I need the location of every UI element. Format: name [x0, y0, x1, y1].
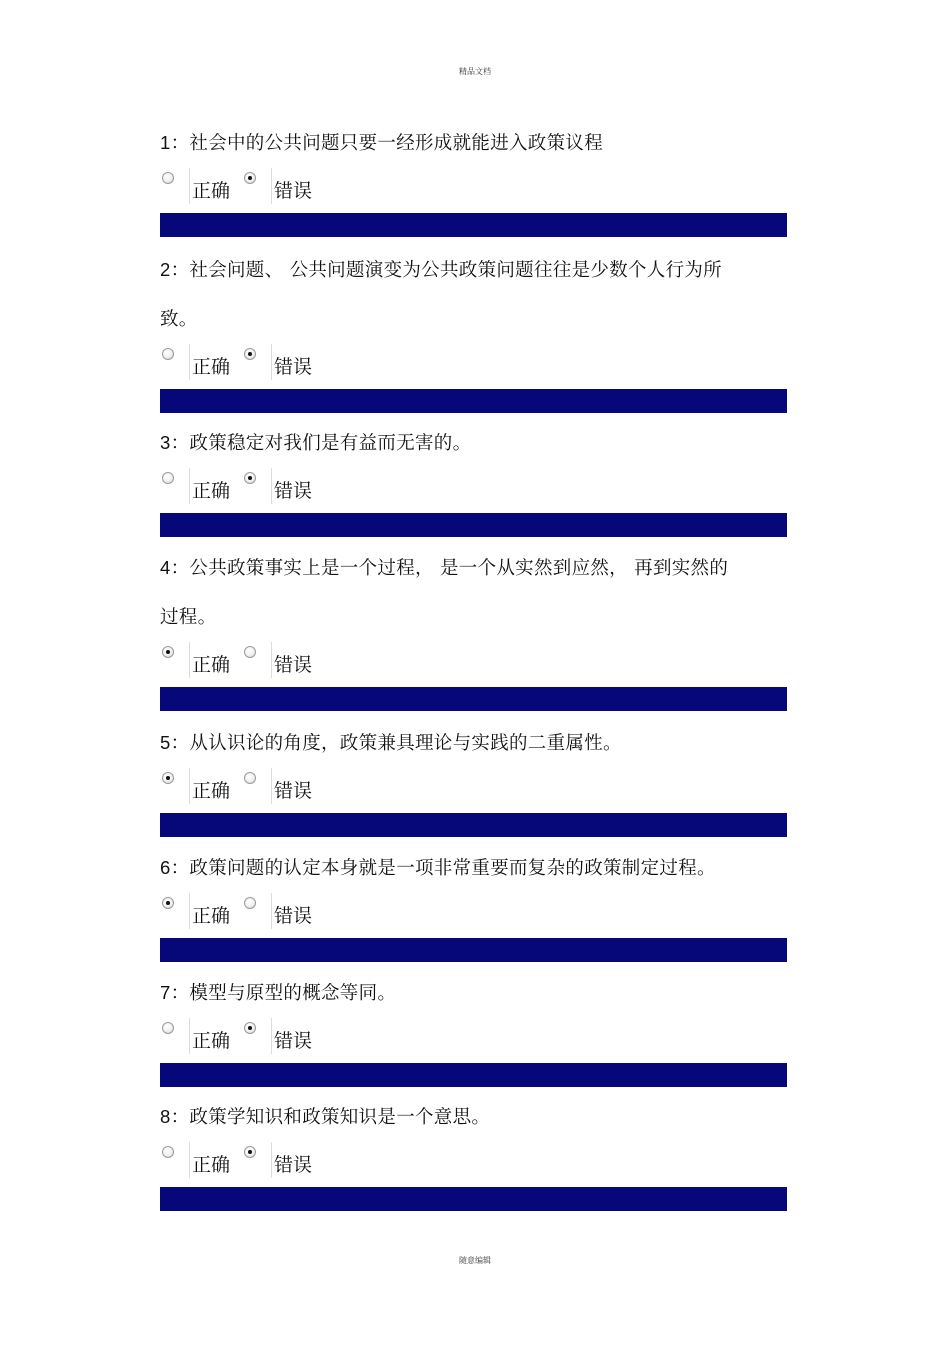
option-label-wrong: 错误 — [274, 780, 313, 802]
separator — [271, 642, 272, 678]
option-label-wrong: 错误 — [274, 480, 313, 502]
option-label-wrong: 错误 — [274, 356, 313, 378]
page-header: 精品文档 — [459, 67, 491, 76]
radio-wrong[interactable] — [244, 1146, 256, 1158]
question-divider-bar — [160, 813, 787, 837]
answer-options — [160, 168, 800, 213]
question-1 — [160, 118, 800, 237]
radio-correct[interactable] — [162, 1022, 174, 1034]
radio-wrong[interactable] — [244, 348, 256, 360]
question-divider-bar — [160, 1187, 787, 1211]
question-text: 8：政策学知识和政策知识是一个意思。 — [160, 1106, 491, 1128]
radio-correct[interactable] — [162, 348, 174, 360]
separator — [189, 468, 190, 504]
question-divider-bar — [160, 513, 787, 537]
radio-wrong[interactable] — [244, 172, 256, 184]
question-divider-bar — [160, 1063, 787, 1087]
question-text: 7：模型与原型的概念等同。 — [160, 982, 397, 1004]
question-text: 1：社会中的公共问题只要一经形成就能进入政策议程 — [160, 132, 603, 154]
question-text: 6：政策问题的认定本身就是一项非常重要而复杂的政策制定过程。 — [160, 857, 716, 879]
option-label-wrong: 错误 — [274, 905, 313, 927]
separator — [271, 893, 272, 929]
option-label-correct: 正确 — [192, 480, 231, 502]
question-5 — [160, 718, 800, 837]
option-label-wrong: 错误 — [274, 1030, 313, 1052]
answer-options — [160, 768, 800, 813]
separator — [189, 768, 190, 804]
option-label-correct: 正确 — [192, 356, 231, 378]
question-text: 2：社会问题、 公共问题演变为公共政策问题往往是少数个人行为所 致。 — [160, 259, 722, 330]
separator — [271, 1142, 272, 1178]
separator — [189, 1142, 190, 1178]
separator — [271, 344, 272, 380]
answer-options — [160, 468, 800, 513]
option-label-wrong: 错误 — [274, 1154, 313, 1176]
question-2 — [160, 245, 800, 413]
radio-correct[interactable] — [162, 646, 174, 658]
option-label-correct: 正确 — [192, 654, 231, 676]
question-4 — [160, 543, 800, 711]
question-8 — [160, 1092, 800, 1211]
radio-correct[interactable] — [162, 897, 174, 909]
radio-correct[interactable] — [162, 772, 174, 784]
separator — [189, 642, 190, 678]
radio-wrong[interactable] — [244, 1022, 256, 1034]
option-label-wrong: 错误 — [274, 654, 313, 676]
option-label-wrong: 错误 — [274, 180, 313, 202]
answer-options — [160, 893, 800, 938]
radio-correct[interactable] — [162, 472, 174, 484]
separator — [271, 1018, 272, 1054]
answer-options — [160, 1142, 800, 1187]
answer-options — [160, 642, 800, 687]
radio-wrong[interactable] — [244, 772, 256, 784]
answer-options — [160, 1018, 800, 1063]
separator — [271, 168, 272, 204]
question-6 — [160, 843, 800, 962]
option-label-correct: 正确 — [192, 905, 231, 927]
radio-correct[interactable] — [162, 1146, 174, 1158]
radio-wrong[interactable] — [244, 646, 256, 658]
separator — [189, 893, 190, 929]
option-label-correct: 正确 — [192, 1154, 231, 1176]
separator — [271, 468, 272, 504]
radio-wrong[interactable] — [244, 472, 256, 484]
question-divider-bar — [160, 213, 787, 237]
separator — [189, 168, 190, 204]
question-3 — [160, 418, 800, 537]
question-text: 3：政策稳定对我们是有益而无害的。 — [160, 432, 472, 454]
question-text: 4：公共政策事实上是一个过程， 是一个从实然到应然， 再到实然的 过程。 — [160, 557, 729, 628]
page-footer: 随意编辑 — [459, 1256, 491, 1265]
separator — [189, 344, 190, 380]
separator — [189, 1018, 190, 1054]
question-divider-bar — [160, 389, 787, 413]
option-label-correct: 正确 — [192, 1030, 231, 1052]
question-text: 5：从认识论的角度，政策兼具理论与实践的二重属性。 — [160, 732, 622, 754]
option-label-correct: 正确 — [192, 180, 231, 202]
radio-wrong[interactable] — [244, 897, 256, 909]
answer-options — [160, 344, 800, 389]
question-divider-bar — [160, 687, 787, 711]
question-7 — [160, 968, 800, 1087]
separator — [271, 768, 272, 804]
radio-correct[interactable] — [162, 172, 174, 184]
question-divider-bar — [160, 938, 787, 962]
option-label-correct: 正确 — [192, 780, 231, 802]
